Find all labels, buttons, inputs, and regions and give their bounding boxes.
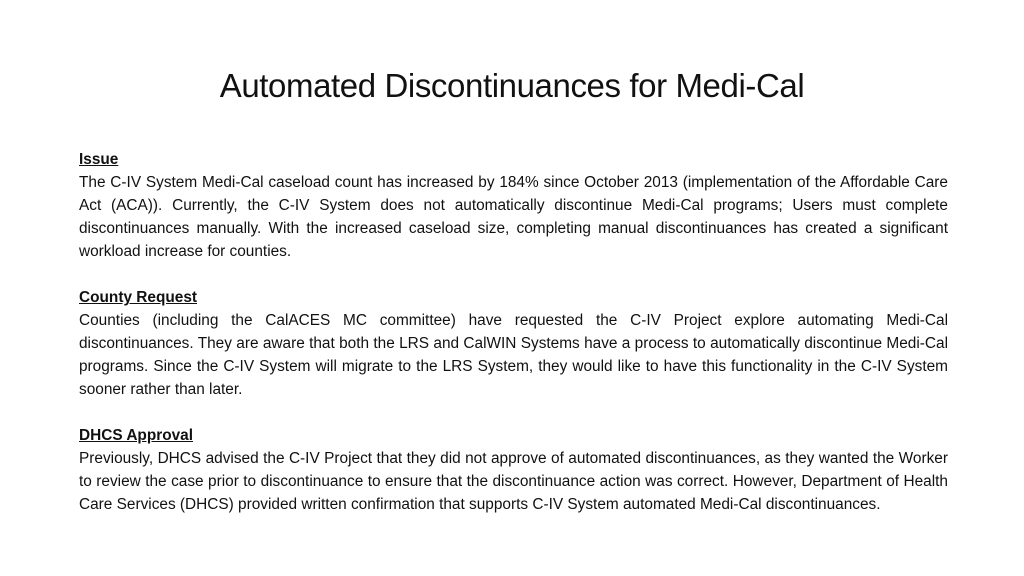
section-issue <box>79 148 948 263</box>
section-heading-dhcs-approval: DHCS Approval <box>79 427 194 444</box>
section-body-issue: The C-IV System Medi-Cal caseload count has increased by 184% since October 2013 (implementation of the Affordable Care Act (ACA)). Currently, the C-IV System does not automatically discontinue Medi-Cal programs; Users must complete discontinuances manually. With the increased caseload size, completing manual discontinuances has created a significant workload increase for counties. <box>79 174 948 260</box>
section-heading-issue: Issue <box>79 151 119 168</box>
slide-title: Automated Discontinuances for Medi-Cal <box>219 67 805 104</box>
section-body-dhcs-approval: Previously, DHCS advised the C-IV Project that they did not approve of automated discontinuances, as they wanted the Worker to review the case prior to discontinuance to ensure that the discontinuance action was correct. However, Department of Health Care Services (DHCS) provided written confirmation that supports C-IV System automated Medi-Cal discontinuances. <box>79 450 948 513</box>
section-heading-county-request: County Request <box>79 289 197 306</box>
slide-content <box>79 148 948 539</box>
section-dhcs-approval <box>79 424 948 516</box>
section-county-request <box>79 286 948 401</box>
section-body-county-request: Counties (including the CalACES MC committee) have requested the C-IV Project explore automating Medi-Cal discontinuances. They are aware that both the LRS and CalWIN Systems have a process to automatically discontinue Medi-Cal programs. Since the C-IV System will migrate to the LRS System, they would like to have this functionality in the C-IV System sooner rather than later. <box>79 312 948 398</box>
